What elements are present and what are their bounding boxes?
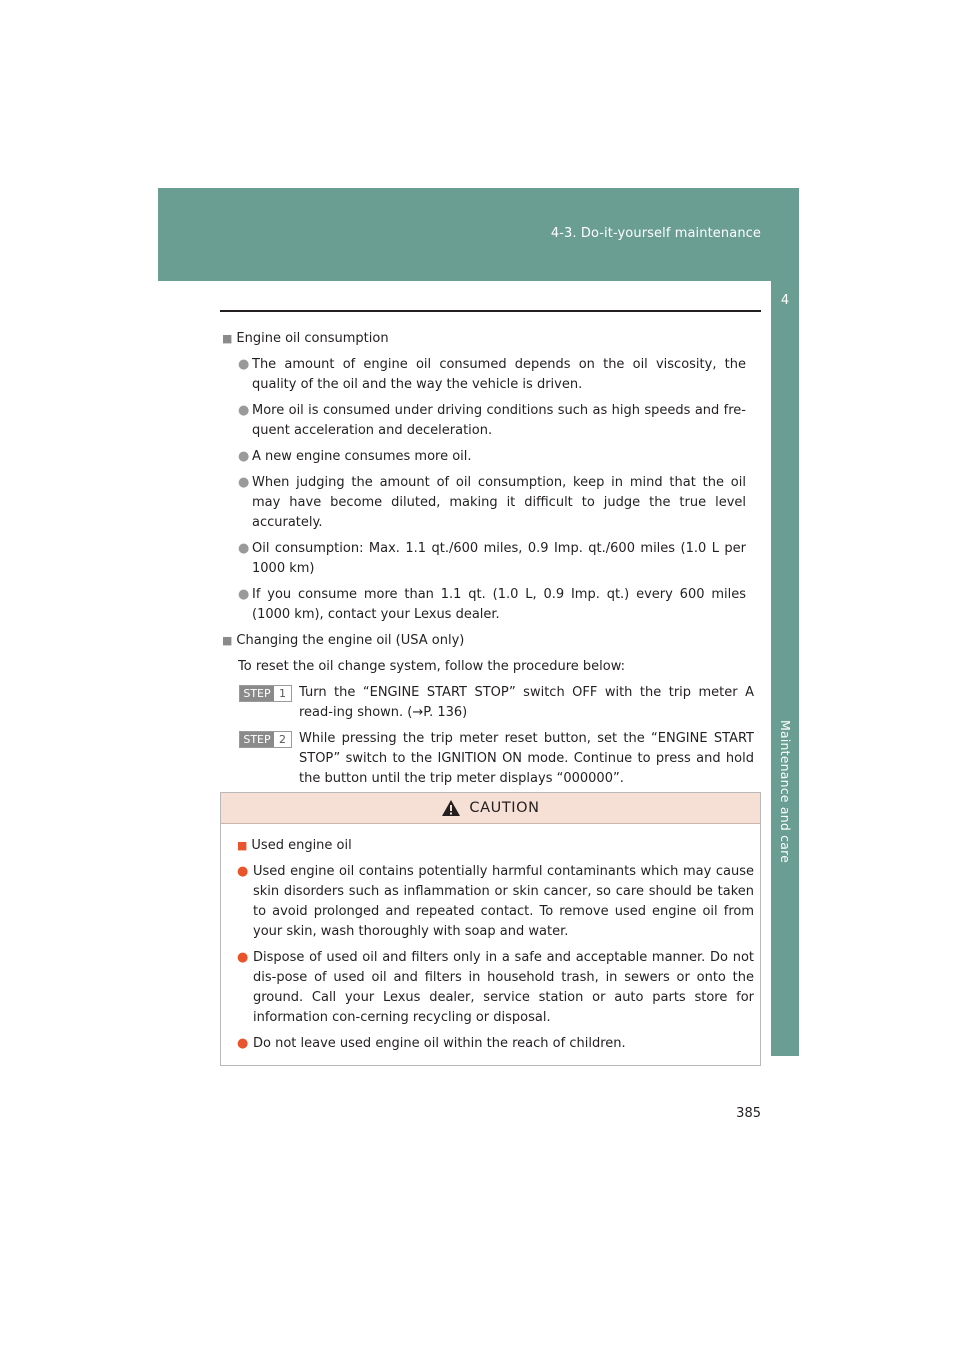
caution-header xyxy=(221,793,760,824)
list-item: ● Dispose of used oil and filters only in a safe and acceptable manner. Do not dis-pose of used oil and filters in household trash, in sewers or onto the ground. Call your Lexus dealer, service station or auto parts store for information con-cerning recycling or disposal. xyxy=(237,950,754,1025)
list-item: ● If you consume more than 1.1 qt. (1.0 L, 0.9 Imp. qt.) every 600 miles (1000 km), contact your Lexus dealer. xyxy=(238,587,746,622)
bullet-dot-icon: ● xyxy=(238,403,250,418)
warning-triangle-icon xyxy=(441,799,461,817)
header-band xyxy=(158,188,799,281)
bullet-dot-icon: ● xyxy=(237,1036,249,1051)
bullet-dot-icon: ● xyxy=(238,587,250,602)
bullet-dot-icon: ● xyxy=(238,357,250,372)
step-item: STEP 2 While pressing the trip meter reset button, set the “ENGINE START STOP” switch to the IGNITION ON mode. Continue to press and hold the button until the trip meter displays “000000”. xyxy=(222,729,762,789)
list-item: ● The amount of engine oil consumed depends on the oil viscosity, the quality of the oil and the way the vehicle is driven. xyxy=(238,357,746,392)
chapter-label: Maintenance and care xyxy=(778,720,793,864)
bullet-dot-icon: ● xyxy=(237,950,249,965)
bullet-dot-icon: ● xyxy=(238,475,250,490)
bullet-dot-icon: ● xyxy=(237,864,249,879)
square-bullet-icon: ■ xyxy=(222,332,233,345)
square-bullet-icon: ■ xyxy=(222,634,233,647)
step-badge: STEP 2 xyxy=(239,731,292,748)
bullet-dot-icon: ● xyxy=(238,449,250,464)
step-item: STEP 1 Turn the “ENGINE START STOP” switch OFF with the trip meter A read-ing shown. (→P. 136) xyxy=(222,683,762,723)
list-item: ● More oil is consumed under driving conditions such as high speeds and fre-quent acceleration and deceleration. xyxy=(238,403,746,438)
caution-heading: ■ Used engine oil xyxy=(237,838,352,853)
caution-body xyxy=(221,824,760,1054)
caution-box xyxy=(220,792,761,1066)
list-item: ● Used engine oil contains potentially harmful contaminants which may cause skin disorders such as inflammation or skin cancer, so care should be taken to avoid prolonged and repeated contact. To remove used engine oil from your skin, wash thoroughly with soap and water. xyxy=(237,864,754,939)
list-item: ● Do not leave used engine oil within the reach of children. xyxy=(237,1034,754,1054)
step-badge: STEP 1 xyxy=(239,685,292,702)
list-item: ● A new engine consumes more oil. xyxy=(222,447,762,467)
oil-change-intro: To reset the oil change system, follow the procedure below: xyxy=(238,659,626,674)
bullet-dot-icon: ● xyxy=(238,541,250,556)
oil-change-heading: ■ Changing the engine oil (USA only) xyxy=(222,633,465,648)
chapter-number: 4 xyxy=(780,293,790,308)
top-rule xyxy=(220,310,761,312)
section-title: 4-3. Do-it-yourself maintenance xyxy=(550,226,761,241)
caution-title: CAUTION xyxy=(469,800,540,816)
page-number: 385 xyxy=(736,1106,761,1121)
main-content xyxy=(222,329,762,795)
list-item: ● Oil consumption: Max. 1.1 qt./600 miles, 0.9 Imp. qt./600 miles (1.0 L per 1000 km) xyxy=(238,541,746,576)
oil-consumption-heading: ■ Engine oil consumption xyxy=(222,331,389,346)
chapter-tab xyxy=(771,281,799,1056)
square-bullet-icon: ■ xyxy=(237,839,248,852)
list-item: ● When judging the amount of oil consumption, keep in mind that the oil may have become diluted, making it difficult to judge the true level accurately. xyxy=(238,475,746,530)
